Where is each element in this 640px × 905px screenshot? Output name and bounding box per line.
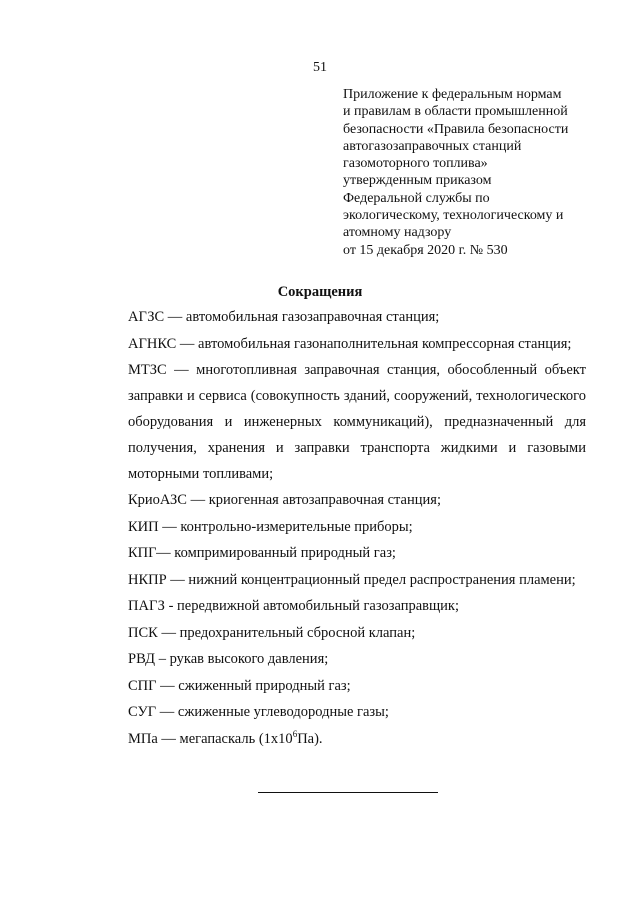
header-line: и правилам в области промышленной — [343, 104, 568, 120]
footer-divider — [258, 792, 438, 793]
abbreviation-item: КПГ— компримированный природный газ; — [128, 545, 396, 561]
abbreviation-item: КриоАЗС — криогенная автозаправочная станция; — [128, 492, 441, 508]
header-line: от 15 декабря 2020 г. № 530 — [343, 242, 508, 258]
header-line: атомному надзору — [343, 225, 452, 241]
mpa-text-end: Па). — [297, 730, 323, 747]
mpa-exponent: 6 — [292, 728, 298, 739]
header-line: безопасности «Правила безопасности — [343, 121, 569, 137]
abbreviation-item: РВД – рукав высокого давления; — [128, 651, 329, 667]
abbreviation-item: СУГ — сжиженные углеводородные газы; — [128, 704, 389, 720]
mpa-text: МПа — мегапаскаль (1x10 — [128, 730, 293, 747]
header-line: Федеральной службы по — [343, 190, 490, 206]
header-line: автогазозаправочных станций — [343, 138, 522, 154]
appendix-header-note — [343, 86, 593, 259]
page-number: 51 — [313, 60, 327, 75]
abbreviation-list — [128, 304, 586, 752]
abbreviation-item-mpa — [128, 726, 586, 753]
header-line: Приложение к федеральным нормам — [343, 87, 562, 102]
abbreviation-item: ПСК — предохранительный сбросной клапан; — [128, 624, 416, 641]
abbreviation-item: КИП — контрольно-измерительные приборы; — [128, 518, 413, 535]
abbreviation-item: МТЗС — многотопливная заправочная станция, обособленный объект заправки и сервиса (совокупность зданий, сооружений, технологического оборудования и инженерных коммуникаций), предназначенный для получения, хранения и заправки транспорта жидкими и газовыми моторными топливами; — [128, 362, 586, 482]
header-line: утвержденным приказом — [343, 173, 492, 189]
abbreviation-item: НКПР — нижний концентрационный предел распространения пламени; — [128, 571, 576, 588]
abbreviation-item: ПАГЗ - передвижной автомобильный газозаправщик; — [128, 598, 459, 614]
header-line: экологическому, технологическому и — [343, 208, 564, 224]
abbreviation-item: АГЗС — автомобильная газозаправочная станция; — [128, 309, 440, 325]
section-title: Сокращения — [277, 284, 363, 300]
abbreviation-item: СПГ — сжиженный природный газ; — [128, 677, 351, 694]
abbreviation-item: АГНКС — автомобильная газонаполнительная компрессорная станция; — [128, 335, 572, 352]
header-line: газомоторного топлива» — [343, 156, 488, 172]
